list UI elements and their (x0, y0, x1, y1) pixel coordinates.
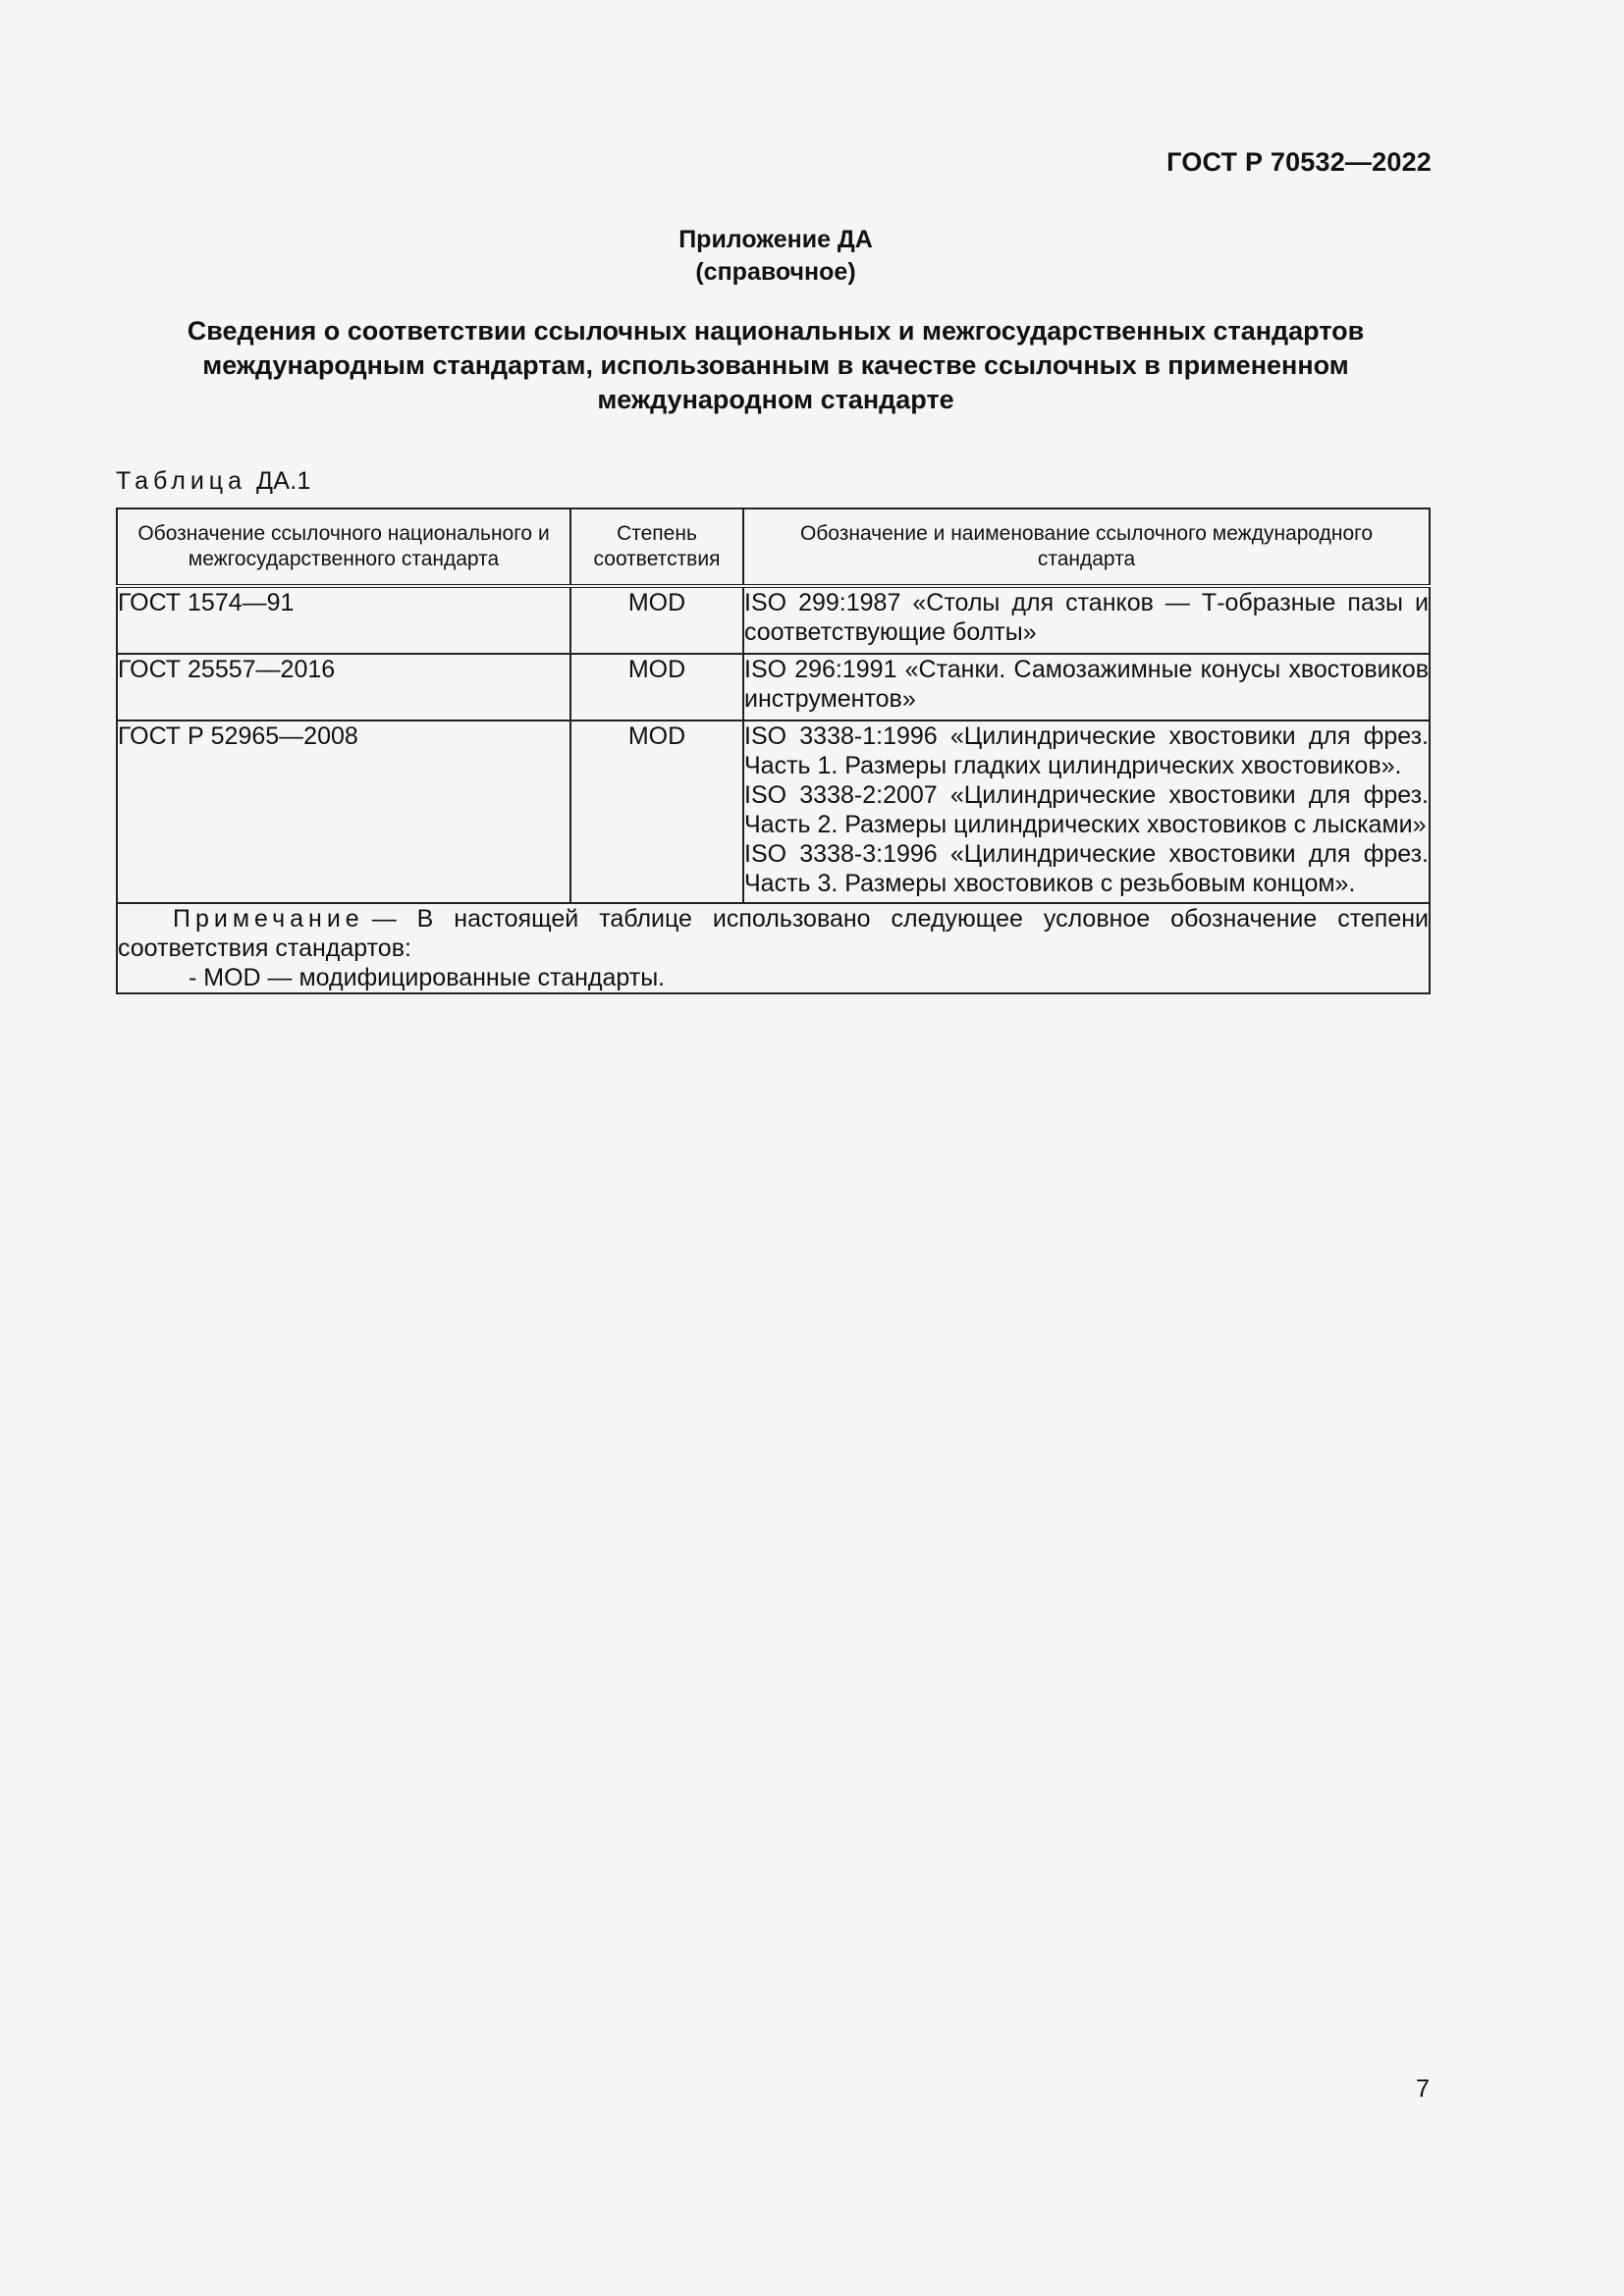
table-note (117, 903, 1430, 993)
international-standard-entry: ISO 3338-2:2007 «Цилиндрические хвостовики для фрез. Часть 2. Размеры цилиндрических хвостовиков с лысками» (744, 781, 1429, 838)
appendix-heading (0, 224, 1551, 289)
main-title-line-3: международном стандарте (597, 385, 954, 414)
note-text: — В настоящей таблице использовано следующее условное обозначение степени соответствия стандартов: (118, 905, 1429, 962)
note-label: Примечание (173, 905, 364, 933)
table-row (117, 586, 1430, 654)
international-standard-cell (743, 586, 1430, 654)
table-note-row (117, 903, 1430, 993)
note-item: - MOD — модифицированные стандарты. (189, 964, 666, 991)
national-standard-cell: ГОСТ 1574—91 (117, 586, 570, 654)
table-header-row (117, 508, 1430, 586)
international-standard-cell (743, 721, 1430, 903)
international-standard-entry: ISO 3338-1:1996 «Цилиндрические хвостовики для фрез. Часть 1. Размеры гладких цилиндрических хвостовиков». (744, 722, 1429, 779)
page-number: 7 (1416, 2075, 1430, 2103)
national-standard-cell: ГОСТ 25557—2016 (117, 654, 570, 721)
main-title-line-2: международным стандартам, использованным в качестве ссылочных в примененном (202, 350, 1349, 380)
standards-table (116, 507, 1431, 994)
appendix-title: Приложение ДА (678, 226, 873, 253)
degree-cell: MOD (570, 586, 743, 654)
national-standard-cell: ГОСТ Р 52965—2008 (117, 721, 570, 903)
international-standard-cell (743, 654, 1430, 721)
header-national-standard: Обозначение ссылочного национального и межгосударственного стандарта (117, 508, 570, 586)
international-standard-entry: ISO 299:1987 «Столы для станков — Т-образные пазы и соответствующие болты» (744, 589, 1429, 646)
international-standard-entry: ISO 3338-3:1996 «Цилиндрические хвостовики для фрез. Часть 3. Размеры хвостовиков с резьбовым концом». (744, 840, 1429, 897)
table-caption-number: ДА.1 (256, 467, 311, 495)
main-title (118, 314, 1434, 417)
degree-cell: MOD (570, 654, 743, 721)
main-title-line-1: Сведения о соответствии ссылочных национальных и межгосударственных стандартов (187, 316, 1365, 346)
table-row (117, 654, 1430, 721)
table-caption-word: Таблица (116, 467, 247, 495)
document-code: ГОСТ Р 70532—2022 (1166, 147, 1432, 177)
degree-cell: MOD (570, 721, 743, 903)
table-caption (116, 467, 311, 496)
header-degree: Степень соответствия (570, 508, 743, 586)
header-international-standard: Обозначение и наименование ссылочного международного стандарта (743, 508, 1430, 586)
international-standard-entry: ISO 296:1991 «Станки. Самозажимные конусы хвостовиков инструментов» (744, 656, 1429, 713)
table-row (117, 721, 1430, 903)
appendix-subtitle: (справочное) (695, 258, 856, 286)
